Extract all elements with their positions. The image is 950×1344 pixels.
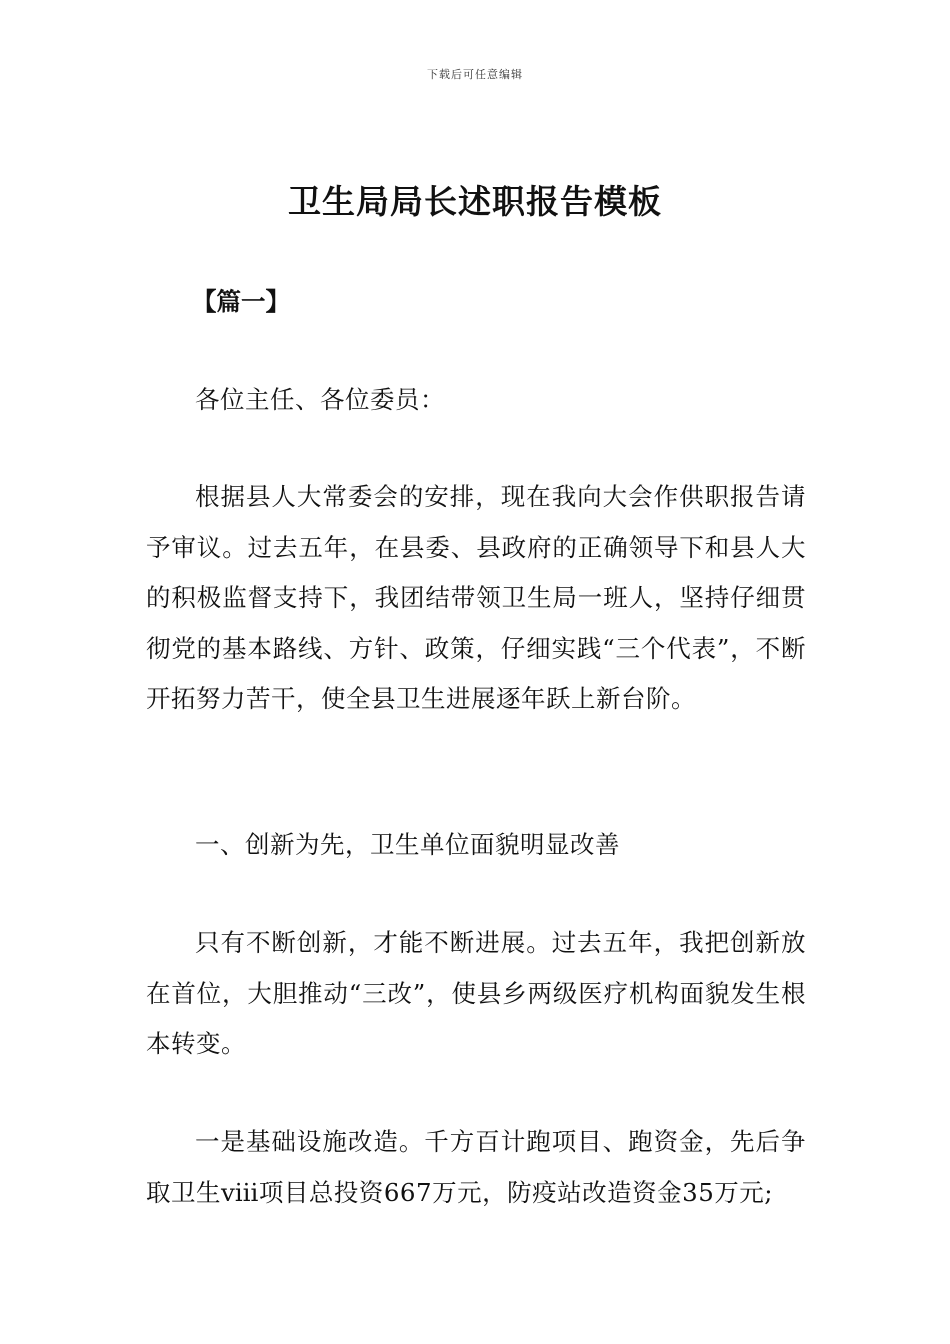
document-title: 卫生局局长述职报告模板 xyxy=(288,182,662,221)
innovation-paragraph: 只有不断创新，才能不断进展。过去五年，我把创新放在首位，大胆推动“三改”，使县乡两级医疗机构面貌发生根本转变。 xyxy=(146,928,806,1058)
salutation-paragraph: 各位主任、各位委员： xyxy=(195,385,445,414)
infrastructure-paragraph: 一是基础设施改造。千方百计跑项目、跑资金，先后争取卫生ⅷ项目总投资667万元，防疫站改造资金35万元; xyxy=(146,1127,806,1207)
intro-paragraph: 根据县人大常委会的安排，现在我向大会作供职报告请予审议。过去五年，在县委、县政府的正确领导下和县人大的积极监督支持下，我团结带领卫生局一班人，坚持仔细贯彻党的基本路线、方针、政策，仔细实践“三个代表”，不断开拓努力苦干，使全县卫生进展逐年跃上新台阶。 xyxy=(146,482,806,713)
section-label: 【篇一】 xyxy=(192,287,290,316)
header-note: 下载后可任意编辑 xyxy=(427,68,523,81)
section-heading-paragraph: 一、创新为先，卫生单位面貌明显改善 xyxy=(195,830,620,859)
